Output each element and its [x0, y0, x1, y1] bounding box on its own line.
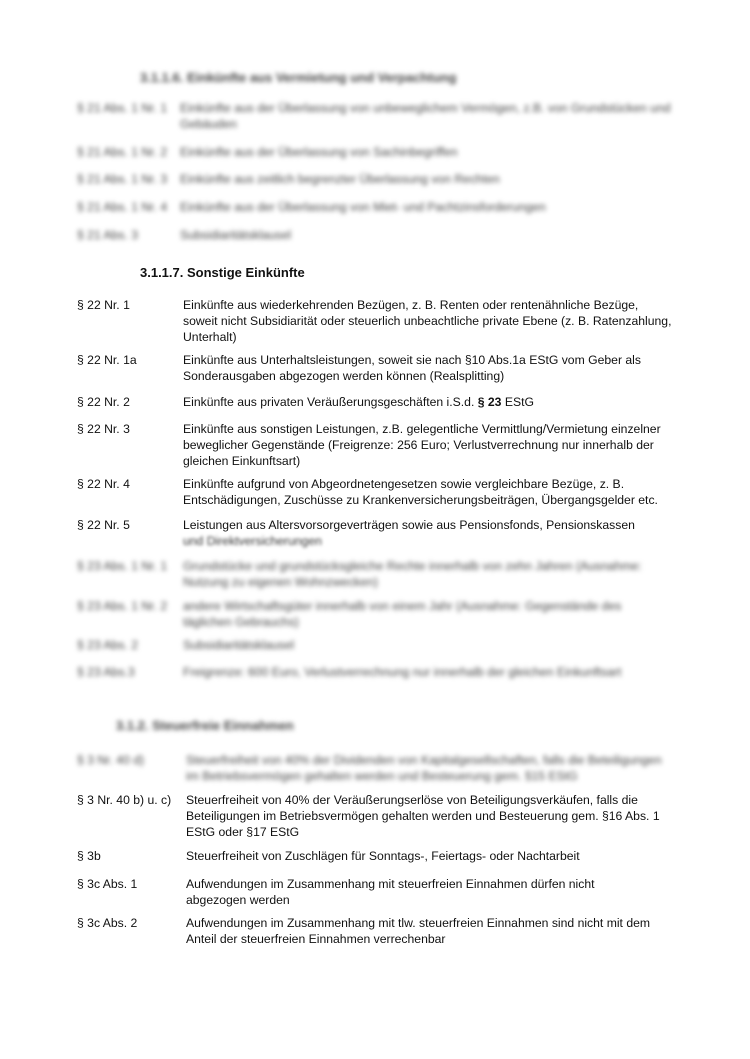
paragraph-ref: § 21 Abs. 1 Nr. 2 — [77, 145, 168, 159]
paragraph-ref: § 23 Abs. 1 Nr. 2 — [77, 599, 168, 613]
paragraph-ref: § 3 Nr. 40 b) u. c) — [77, 793, 172, 807]
row-text: Subsidiaritätsklausel — [183, 638, 295, 652]
row-text: Einkünfte aus wiederkehrenden Bezügen, z. B. Renten oder rentenähnliche Bezüge, soweit nicht Subsidiarität oder steuerlich unbeachtliche private Ebene (z. B. Ratenzahlung, Unterhalt) — [183, 298, 672, 344]
section-heading-steuerfrei: 3.1.2. Steuerfreie Einnahmen — [116, 718, 294, 733]
row-text: Steuerfreiheit von 40% der Dividenden von Kapitalgesellschaften, falls die Beteiligungen im Betriebsvermögen gehalten werden und Besteuerung gem. §15 EStG — [186, 753, 662, 783]
paragraph-ref: § 22 Nr. 1 — [77, 298, 130, 312]
paragraph-ref: § 23 Abs.3 — [77, 665, 135, 679]
row-text: Freigrenze: 600 Euro, Verlustverrechnung nur innerhalb der gleichen Einkunftsart — [183, 665, 622, 679]
section-heading-vermietung: 3.1.1.6. Einkünfte aus Vermietung und Verpachtung — [140, 70, 457, 85]
row-text: Einkünfte aus Unterhaltsleistungen, soweit sie nach §10 Abs.1a EStG vom Geber als Sonderausgaben abgezogen werden können (Realsplitting) — [183, 353, 641, 383]
row-text — [183, 517, 675, 549]
row-text: Einkünfte aus sonstigen Leistungen, z.B. gelegentliche Vermittlung/Vermietung einzelner beweglicher Gegenstände (Freigrenze: 256 Euro; Verlustverrechnung nur innerhalb der gleichen Einkunftsart) — [183, 422, 661, 468]
row-text: Steuerfreiheit von Zuschlägen für Sonntags-, Feiertags- oder Nachtarbeit — [186, 849, 580, 863]
paragraph-ref: § 23 Abs. 2 — [77, 638, 138, 652]
paragraph-ref: § 21 Abs. 1 Nr. 4 — [77, 200, 168, 214]
row-text: Einkünfte aufgrund von Abgeordnetengesetzen sowie vergleichbare Bezüge, z. B. Entschädigungen, Zuschüsse zu Krankenversicherungsbeiträgen, Übergangsgelder etc. — [183, 477, 658, 507]
paragraph-ref: § 21 Abs. 1 Nr. 1 — [77, 101, 168, 115]
row-text-bold: § 23 — [477, 395, 502, 409]
row-text: andere Wirtschaftsgüter innerhalb von einem Jahr (Ausnahme: Gegenstände des täglichen Gebrauchs) — [183, 599, 622, 629]
row-text: Einkünfte aus zeitlich begrenzter Überlassung von Rechten — [180, 172, 500, 186]
row-text — [183, 394, 675, 410]
paragraph-ref: § 22 Nr. 4 — [77, 477, 130, 491]
paragraph-ref: § 3b — [77, 849, 101, 863]
paragraph-ref: § 3 Nr. 40 d) — [77, 753, 145, 767]
paragraph-ref: § 3c Abs. 1 — [77, 877, 138, 891]
row-text: Grundstücke und grundstücksgleiche Rechte innerhalb von zehn Jahren (Ausnahme: Nutzung zu eigenen Wohnzwecken) — [183, 559, 642, 589]
paragraph-ref: § 22 Nr. 3 — [77, 422, 130, 436]
row-text: Einkünfte aus der Überlassung von Miet- und Pachtzinsforderungen — [180, 200, 546, 214]
row-text-part: Leistungen aus Altersvorsorgeverträgen sowie aus Pensionsfonds, Pensionskassen — [183, 518, 635, 532]
row-text: Steuerfreiheit von 40% der Veräußerungserlöse von Beteiligungsverkäufen, falls die Beteiligungen im Betriebsvermögen gehalten werden und Besteuerung gem. §16 Abs. 1 EStG oder §17 EStG — [186, 793, 660, 839]
paragraph-ref: § 23 Abs. 1 Nr. 1 — [77, 559, 168, 573]
row-text: Einkünfte aus der Überlassung von Sachinbegriffen — [180, 145, 458, 159]
row-text: Subsidiaritätsklausel — [180, 228, 292, 242]
row-text-part: EStG — [501, 395, 534, 409]
paragraph-ref: § 21 Abs. 1 Nr. 3 — [77, 172, 168, 186]
row-text: Einkünfte aus der Überlassung von unbeweglichem Vermögen, z.B. von Grundstücken und Gebäuden — [180, 101, 671, 131]
paragraph-ref: § 22 Nr. 5 — [77, 518, 130, 532]
paragraph-ref: § 22 Nr. 1a — [77, 353, 137, 367]
section-heading-sonstige: 3.1.1.7. Sonstige Einkünfte — [140, 265, 305, 280]
paragraph-ref: § 22 Nr. 2 — [77, 395, 130, 409]
row-text: Aufwendungen im Zusammenhang mit steuerfreien Einnahmen dürfen nicht abgezogen werden — [186, 877, 595, 907]
row-text-part: Einkünfte aus privaten Veräußerungsgeschäften i.S.d. — [183, 395, 478, 409]
row-text: Aufwendungen im Zusammenhang mit tlw. steuerfreien Einnahmen sind nicht mit dem Anteil der steuerfreien Einnahmen verrechenbar — [186, 916, 651, 946]
row-text-blurred: und Direktversicherungen — [183, 534, 322, 548]
paragraph-ref: § 21 Abs. 3 — [77, 228, 138, 242]
paragraph-ref: § 3c Abs. 2 — [77, 916, 138, 930]
